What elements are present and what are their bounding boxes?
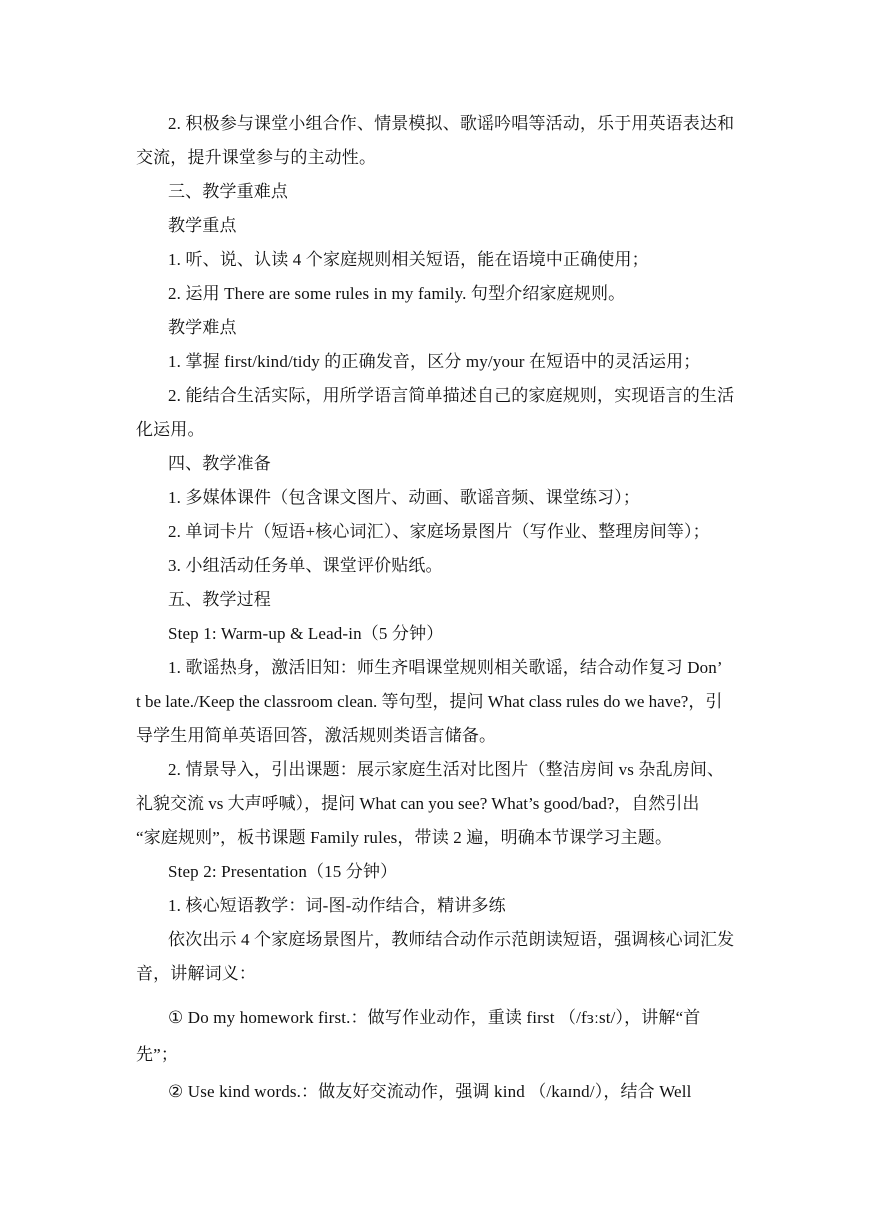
difficulty-2-line-1: 2. 能结合生活实际，用所学语言简单描述自己的家庭规则，实现语言的生活	[168, 386, 735, 405]
preparation-item-2: 2. 单词卡片（短语+核心词汇）、家庭场景图片（写作业、整理房间等）；	[168, 522, 710, 541]
phrase-item-1-line-2: 先”；	[136, 1045, 178, 1064]
key-point-2: 2. 运用 There are some rules in my family. 句型介绍家庭规则。	[168, 284, 626, 303]
difficulty-1: 1. 掌握 first/kind/tidy 的正确发音，区分 my/your 在短语中的灵活运用；	[168, 352, 701, 371]
step-1-item-2-line-2: 礼貌交流 vs 大声呼喊），提问 What can you see? What’s good/bad?，自然引出	[136, 794, 700, 813]
step-1-item-2-line-1: 2. 情景导入，引出课题：展示家庭生活对比图片（整洁房间 vs 杂乱房间、	[168, 760, 725, 779]
step-1-item-2-line-3: “家庭规则”，板书课题 Family rules，带读 2 遍，明确本节课学习主题。	[136, 828, 673, 847]
step-1-item-1-line-1: 1. 歌谣热身，激活旧知：师生齐唱课堂规则相关歌谣，结合动作复习 Don’	[168, 658, 723, 677]
step-1-item-1-line-3: 导学生用简单英语回答，激活规则类语言储备。	[136, 726, 497, 745]
step-2-description-line-1: 依次出示 4 个家庭场景图片，教师结合动作示范朗读短语，强调核心词汇发	[168, 930, 735, 949]
step-2-description-line-2: 音，讲解词义：	[136, 964, 257, 983]
phrase-item-1-line-1: ① Do my homework first.：做写作业动作，重读 first （/fɜːst/），讲解“首	[168, 1008, 701, 1027]
step-1-item-1-line-2: t be late./Keep the classroom clean. 等句型，提问 What class rules do we have?，引	[136, 692, 723, 711]
difficulty-2-line-2: 化运用。	[136, 420, 205, 439]
step-2-heading: Step 2: Presentation（15 分钟）	[168, 862, 398, 881]
key-point-1: 1. 听、说、认读 4 个家庭规则相关短语，能在语境中正确使用；	[168, 250, 649, 269]
step-2-item-1-heading: 1. 核心短语教学：词-图-动作结合，精讲多练	[168, 896, 506, 915]
section-heading-preparation: 四、教学准备	[168, 454, 271, 473]
preparation-item-1: 1. 多媒体课件（包含课文图片、动画、歌谣音频、课堂练习）；	[168, 488, 640, 507]
preparation-item-3: 3. 小组活动任务单、课堂评价贴纸。	[168, 556, 443, 575]
subheading-key-points: 教学重点	[168, 216, 237, 235]
phrase-item-2: ② Use kind words.：做友好交流动作，强调 kind （/kaɪnd/），结合 Well	[168, 1082, 692, 1101]
step-1-heading: Step 1: Warm-up & Lead-in（5 分钟）	[168, 624, 444, 643]
section-heading-key-points: 三、教学重难点	[168, 182, 289, 201]
objective-2-line-1: 2. 积极参与课堂小组合作、情景模拟、歌谣吟唱等活动，乐于用英语表达和	[168, 114, 735, 133]
subheading-difficulties: 教学难点	[168, 318, 237, 337]
objective-2-line-2: 交流，提升课堂参与的主动性。	[136, 148, 377, 167]
section-heading-process: 五、教学过程	[168, 590, 271, 609]
